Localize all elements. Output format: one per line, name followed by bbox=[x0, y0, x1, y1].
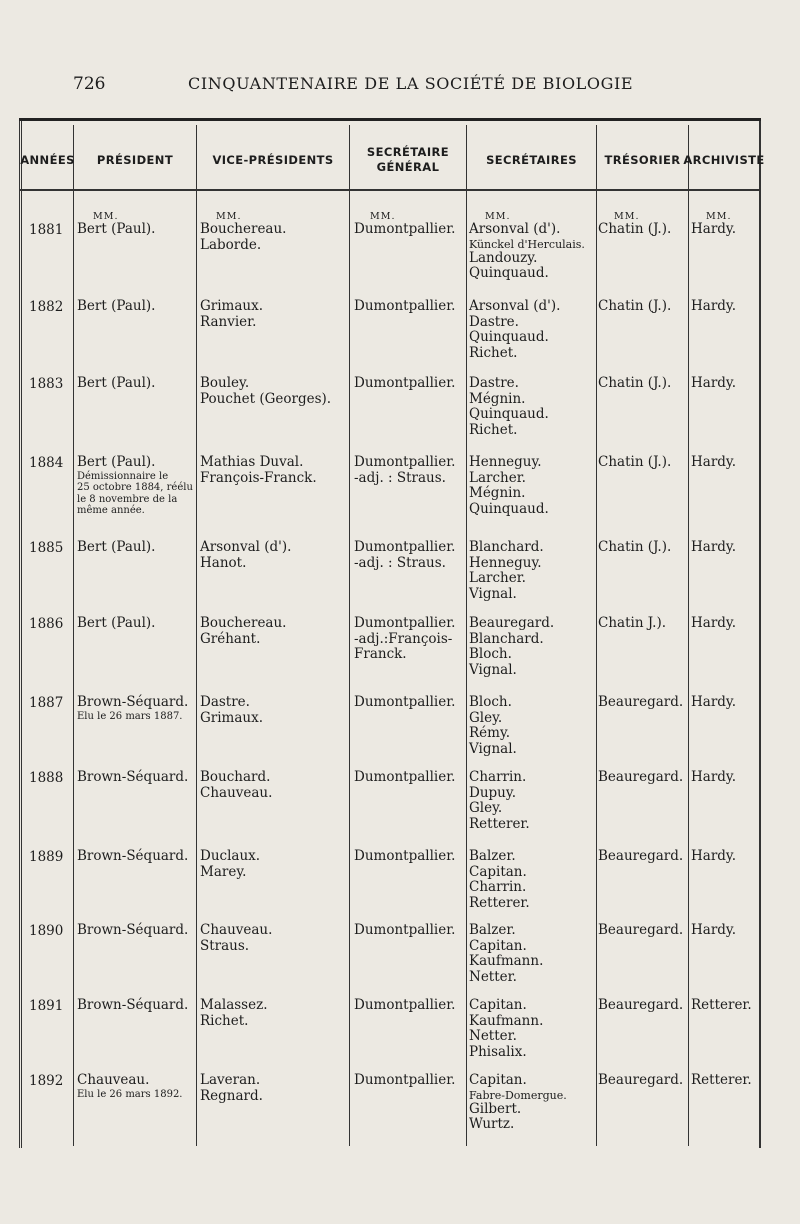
vice-line: Pouchet (Georges). bbox=[200, 390, 332, 407]
secretaires-line: Capitan. bbox=[469, 937, 527, 954]
president-line: Bert (Paul). bbox=[77, 539, 156, 555]
secretaires-cell bbox=[469, 222, 585, 282]
secgen-cell bbox=[354, 222, 455, 238]
year-cell: 1883 bbox=[29, 376, 64, 392]
tresorier-line: Chatin (J.). bbox=[598, 454, 672, 470]
secretaires-line: Retterer. bbox=[469, 815, 530, 832]
tresorier-cell bbox=[598, 770, 683, 786]
vice-line: Dastre. bbox=[200, 694, 250, 710]
president-line: Brown-Séquard. bbox=[77, 997, 189, 1013]
secgen-line: -adj.:François- bbox=[354, 630, 453, 647]
table-row bbox=[0, 376, 800, 456]
secretaires-line: Blanchard. bbox=[469, 630, 544, 647]
archiviste-cell bbox=[691, 998, 752, 1014]
secgen-cell bbox=[354, 1073, 455, 1089]
secgen-cell bbox=[354, 616, 455, 663]
president-line: Bert (Paul). bbox=[77, 298, 156, 314]
president-line: Bert (Paul). bbox=[77, 221, 156, 237]
secgen-cell bbox=[354, 998, 455, 1014]
archiviste-line: Hardy. bbox=[691, 769, 737, 785]
vice-line: Duclaux. bbox=[200, 848, 261, 864]
secgen-cell bbox=[354, 540, 455, 571]
secretaires-cell bbox=[469, 923, 543, 985]
archiviste-cell bbox=[691, 222, 736, 238]
mm-label: MM. bbox=[216, 211, 242, 222]
year-cell: 1887 bbox=[29, 695, 64, 711]
year-cell: 1885 bbox=[29, 540, 64, 556]
table-row bbox=[0, 770, 800, 850]
president-line: Bert (Paul). bbox=[77, 375, 156, 391]
table-row bbox=[0, 299, 800, 379]
archiviste-line: Hardy. bbox=[691, 221, 737, 237]
tresorier-line: Beauregard. bbox=[598, 769, 684, 785]
secgen-cell bbox=[354, 376, 455, 392]
year-cell: 1890 bbox=[29, 923, 64, 939]
year-cell: 1891 bbox=[29, 998, 64, 1014]
tresorier-cell bbox=[598, 222, 671, 238]
president-line: même année. bbox=[77, 505, 145, 516]
vice-line: Ranvier. bbox=[200, 313, 257, 330]
secretaires-line: Capitan. bbox=[469, 863, 527, 880]
mm-label: MM. bbox=[706, 211, 732, 222]
vice-line: François-Franck. bbox=[200, 469, 317, 486]
secgen-cell bbox=[354, 849, 455, 865]
secretaires-line: Rémy. bbox=[469, 725, 511, 741]
archiviste-line: Hardy. bbox=[691, 848, 737, 864]
secretaires-line: Quinquaud. bbox=[469, 500, 549, 517]
secgen-line: Dumontpallier. bbox=[354, 997, 456, 1013]
president-cell bbox=[77, 923, 188, 939]
secretaires-line: Künckel d'Herculais. bbox=[469, 237, 585, 251]
secretaires-line: Arsonval (d'). bbox=[469, 298, 561, 314]
president-cell bbox=[77, 695, 188, 722]
tresorier-cell bbox=[598, 299, 671, 315]
vice-line: Regnard. bbox=[200, 1087, 263, 1104]
tresorier-line: Beauregard. bbox=[598, 1072, 684, 1088]
secretaires-line: Charrin. bbox=[469, 769, 527, 785]
president-line: le 8 novembre de la bbox=[77, 493, 178, 505]
table-row bbox=[0, 540, 800, 620]
secretaires-line: Beauregard. bbox=[469, 615, 555, 631]
secretaires-cell bbox=[469, 849, 530, 911]
secretaires-line: Balzer. bbox=[469, 922, 516, 938]
president-cell bbox=[77, 770, 188, 786]
vice-line: Laveran. bbox=[200, 1072, 261, 1088]
table-row bbox=[0, 1073, 800, 1153]
secretaires-line: Bloch. bbox=[469, 694, 512, 710]
secretaires-line: Bloch. bbox=[469, 646, 512, 662]
president-line: Chauveau. bbox=[77, 1072, 150, 1088]
vice-cell bbox=[200, 222, 286, 253]
year-cell: 1882 bbox=[29, 299, 64, 315]
secgen-line: Dumontpallier. bbox=[354, 848, 456, 864]
secretaires-line: Mégnin. bbox=[469, 485, 526, 501]
table-row bbox=[0, 455, 800, 535]
secretaires-line: Wurtz. bbox=[469, 1116, 515, 1132]
secretaires-cell bbox=[469, 299, 560, 361]
secretaires-cell bbox=[469, 1073, 567, 1133]
running-title: CINQUANTENAIRE DE LA SOCIÉTÉ DE BIOLOGIE bbox=[188, 74, 634, 93]
table-top-rule bbox=[19, 118, 761, 121]
table-row bbox=[0, 998, 800, 1078]
vice-cell bbox=[200, 849, 260, 880]
secretaires-line: Gley. bbox=[469, 800, 503, 816]
vice-line: Bouley. bbox=[200, 375, 250, 391]
secretaires-cell bbox=[469, 998, 543, 1060]
president-line: 25 octobre 1884, réélu bbox=[77, 482, 193, 493]
secretaires-line: Vignal. bbox=[469, 740, 517, 757]
header-rule bbox=[19, 189, 761, 191]
secretaires-line: Richet. bbox=[469, 344, 518, 361]
tresorier-cell bbox=[598, 540, 671, 556]
vice-cell bbox=[200, 1073, 263, 1104]
header-president: PRÉSIDENT bbox=[96, 152, 174, 167]
year-cell: 1884 bbox=[29, 455, 64, 471]
president-line: Démissionnaire le bbox=[77, 470, 169, 482]
tresorier-cell bbox=[598, 616, 666, 632]
president-line: Brown-Séquard. bbox=[77, 769, 189, 785]
president-cell bbox=[77, 455, 193, 517]
mm-label: MM. bbox=[485, 211, 511, 222]
secretaires-line: Netter. bbox=[469, 968, 517, 985]
year-cell: 1889 bbox=[29, 849, 64, 865]
president-line: Brown-Séquard. bbox=[77, 848, 189, 864]
secretaires-line: Gilbert. bbox=[469, 1100, 522, 1117]
header-annees: ANNÉES bbox=[20, 152, 75, 167]
secretaires-cell bbox=[469, 616, 554, 678]
secretaires-line: Gley. bbox=[469, 709, 503, 726]
vice-line: Chauveau. bbox=[200, 784, 273, 801]
vice-line: Grimaux. bbox=[200, 298, 264, 314]
archiviste-cell bbox=[691, 849, 736, 865]
secgen-line: Dumontpallier. bbox=[354, 694, 456, 710]
vice-line: Laborde. bbox=[200, 236, 262, 253]
archiviste-cell bbox=[691, 923, 736, 939]
tresorier-line: Chatin (J.). bbox=[598, 375, 672, 391]
archiviste-line: Hardy. bbox=[691, 298, 737, 314]
secretaires-line: Retterer. bbox=[469, 894, 530, 911]
secgen-line: Dumontpallier. bbox=[354, 375, 456, 391]
archiviste-line: Hardy. bbox=[691, 375, 737, 391]
president-line: Brown-Séquard. bbox=[77, 922, 189, 938]
vice-cell bbox=[200, 455, 317, 486]
president-cell bbox=[77, 540, 155, 556]
header-tresorier: TRÉSORIER bbox=[604, 152, 681, 167]
vice-line: Bouchereau. bbox=[200, 221, 287, 237]
vice-line: Grimaux. bbox=[200, 709, 264, 726]
president-cell bbox=[77, 222, 155, 238]
president-cell bbox=[77, 299, 155, 315]
secretaires-line: Vignal. bbox=[469, 661, 517, 678]
secretaires-line: Dupuy. bbox=[469, 784, 516, 801]
vice-line: Bouchereau. bbox=[200, 615, 287, 631]
tresorier-line: Beauregard. bbox=[598, 997, 684, 1013]
president-line: Elu le 26 mars 1887. bbox=[77, 710, 183, 722]
tresorier-cell bbox=[598, 998, 683, 1014]
secretaires-cell bbox=[469, 695, 517, 757]
tresorier-cell bbox=[598, 1073, 683, 1089]
tresorier-line: Chatin (J.). bbox=[598, 221, 672, 237]
vice-cell bbox=[200, 540, 291, 571]
secretaires-line: Kaufmann. bbox=[469, 1012, 544, 1029]
vice-line: Malassez. bbox=[200, 997, 268, 1013]
secretaires-line: Capitan. bbox=[469, 1072, 527, 1088]
archiviste-cell bbox=[691, 695, 736, 711]
tresorier-cell bbox=[598, 376, 671, 392]
secretaires-line: Dastre. bbox=[469, 375, 519, 391]
page-number: 726 bbox=[73, 74, 106, 94]
secretaires-line: Dastre. bbox=[469, 313, 519, 330]
president-cell bbox=[77, 998, 188, 1014]
archiviste-cell bbox=[691, 376, 736, 392]
archiviste-line: Hardy. bbox=[691, 454, 737, 470]
secretaires-cell bbox=[469, 455, 549, 517]
secgen-cell bbox=[354, 695, 455, 711]
archiviste-line: Retterer. bbox=[691, 997, 752, 1013]
mm-label: MM. bbox=[370, 211, 396, 222]
tresorier-line: Beauregard. bbox=[598, 922, 684, 938]
secgen-cell bbox=[354, 923, 455, 939]
year-cell: 1888 bbox=[29, 770, 64, 786]
vice-line: Bouchard. bbox=[200, 769, 271, 785]
secretaires-line: Richet. bbox=[469, 421, 518, 438]
president-cell bbox=[77, 616, 155, 632]
vice-cell bbox=[200, 376, 331, 407]
tresorier-line: Chatin (J.). bbox=[598, 298, 672, 314]
secretaires-line: Larcher. bbox=[469, 570, 526, 586]
secretaires-line: Arsonval (d'). bbox=[469, 221, 561, 237]
secretaires-line: Henneguy. bbox=[469, 554, 542, 571]
header-archiviste: ARCHIVISTE bbox=[683, 152, 765, 167]
secretaires-line: Balzer. bbox=[469, 848, 516, 864]
vice-cell bbox=[200, 770, 272, 801]
vice-line: Chauveau. bbox=[200, 922, 273, 938]
vice-line: Gréhant. bbox=[200, 630, 261, 647]
header-secretaires: SECRÉTAIRES bbox=[486, 152, 577, 167]
secgen-line: -adj. : Straus. bbox=[354, 469, 446, 486]
secgen-line: Dumontpallier. bbox=[354, 922, 456, 938]
vice-line: Straus. bbox=[200, 937, 250, 954]
secgen-line: Dumontpallier. bbox=[354, 615, 456, 631]
archiviste-line: Hardy. bbox=[691, 539, 737, 555]
tresorier-line: Chatin J.). bbox=[598, 615, 667, 631]
president-cell bbox=[77, 849, 188, 865]
secretaires-line: Blanchard. bbox=[469, 539, 544, 555]
president-line: Brown-Séquard. bbox=[77, 694, 189, 710]
secgen-line: Dumontpallier. bbox=[354, 1072, 456, 1088]
secgen-cell bbox=[354, 455, 455, 486]
tresorier-cell bbox=[598, 849, 683, 865]
secretaires-cell bbox=[469, 540, 544, 602]
secretaires-line: Quinquaud. bbox=[469, 406, 549, 422]
secretaires-line: Vignal. bbox=[469, 585, 517, 602]
tresorier-line: Beauregard. bbox=[598, 694, 684, 710]
vice-cell bbox=[200, 695, 263, 726]
vice-line: Mathias Duval. bbox=[200, 454, 304, 470]
secgen-line: Dumontpallier. bbox=[354, 454, 456, 470]
table-row bbox=[0, 616, 800, 696]
secretaires-line: Kaufmann. bbox=[469, 953, 544, 969]
president-cell bbox=[77, 1073, 182, 1100]
year-cell: 1886 bbox=[29, 616, 64, 632]
year-cell: 1892 bbox=[29, 1073, 64, 1089]
archiviste-cell bbox=[691, 1073, 752, 1089]
secretaires-line: Larcher. bbox=[469, 469, 526, 486]
vice-line: Richet. bbox=[200, 1012, 249, 1029]
tresorier-cell bbox=[598, 695, 683, 711]
archiviste-line: Hardy. bbox=[691, 694, 737, 710]
vice-cell bbox=[200, 998, 268, 1029]
president-cell bbox=[77, 376, 155, 392]
tresorier-cell bbox=[598, 923, 683, 939]
tresorier-line: Chatin (J.). bbox=[598, 539, 672, 555]
tresorier-cell bbox=[598, 455, 671, 471]
secretaires-line: Netter. bbox=[469, 1028, 517, 1044]
secretaires-line: Quinquaud. bbox=[469, 265, 549, 281]
table-row bbox=[0, 695, 800, 775]
secgen-line: -adj. : Straus. bbox=[354, 554, 446, 571]
mm-label: MM. bbox=[93, 211, 119, 222]
president-line: Bert (Paul). bbox=[77, 615, 156, 631]
secretaires-line: Fabre-Domergue. bbox=[469, 1088, 567, 1102]
archiviste-line: Retterer. bbox=[691, 1072, 752, 1088]
secretaires-cell bbox=[469, 770, 530, 832]
vice-line: Arsonval (d'). bbox=[200, 539, 292, 555]
mm-label: MM. bbox=[614, 211, 640, 222]
table-row bbox=[0, 222, 800, 302]
vice-cell bbox=[200, 923, 272, 954]
president-line: Elu le 26 mars 1892. bbox=[77, 1088, 183, 1100]
archiviste-cell bbox=[691, 299, 736, 315]
vice-line: Marey. bbox=[200, 863, 247, 880]
archiviste-cell bbox=[691, 540, 736, 556]
secgen-line: Dumontpallier. bbox=[354, 298, 456, 314]
page-header bbox=[0, 74, 800, 98]
vice-line: Hanot. bbox=[200, 554, 247, 571]
secretaires-cell bbox=[469, 376, 549, 438]
secretaires-line: Capitan. bbox=[469, 997, 527, 1013]
archiviste-cell bbox=[691, 770, 736, 786]
header-secretaire-general: SECRÉTAIRE GÉNÉRAL bbox=[366, 145, 450, 174]
secretaires-line: Henneguy. bbox=[469, 454, 542, 470]
vice-cell bbox=[200, 616, 286, 647]
archiviste-cell bbox=[691, 616, 736, 632]
secgen-line: Franck. bbox=[354, 646, 407, 662]
header-vice-presidents: VICE-PRÉSIDENTS bbox=[212, 152, 334, 167]
archiviste-line: Hardy. bbox=[691, 922, 737, 938]
secretaires-line: Quinquaud. bbox=[469, 329, 549, 345]
secretaires-line: Charrin. bbox=[469, 879, 527, 895]
secretaires-line: Landouzy. bbox=[469, 249, 538, 266]
president-line: Bert (Paul). bbox=[77, 454, 156, 470]
archiviste-cell bbox=[691, 455, 736, 471]
secretaires-line: Mégnin. bbox=[469, 390, 526, 407]
table-row bbox=[0, 923, 800, 1003]
tresorier-line: Beauregard. bbox=[598, 848, 684, 864]
secgen-line: Dumontpallier. bbox=[354, 539, 456, 555]
table-row bbox=[0, 849, 800, 929]
secgen-line: Dumontpallier. bbox=[354, 769, 456, 785]
secgen-cell bbox=[354, 770, 455, 786]
secgen-line: Dumontpallier. bbox=[354, 221, 456, 237]
secgen-cell bbox=[354, 299, 455, 315]
archiviste-line: Hardy. bbox=[691, 615, 737, 631]
vice-cell bbox=[200, 299, 263, 330]
secretaires-line: Phisalix. bbox=[469, 1043, 527, 1060]
year-cell: 1881 bbox=[29, 222, 64, 238]
